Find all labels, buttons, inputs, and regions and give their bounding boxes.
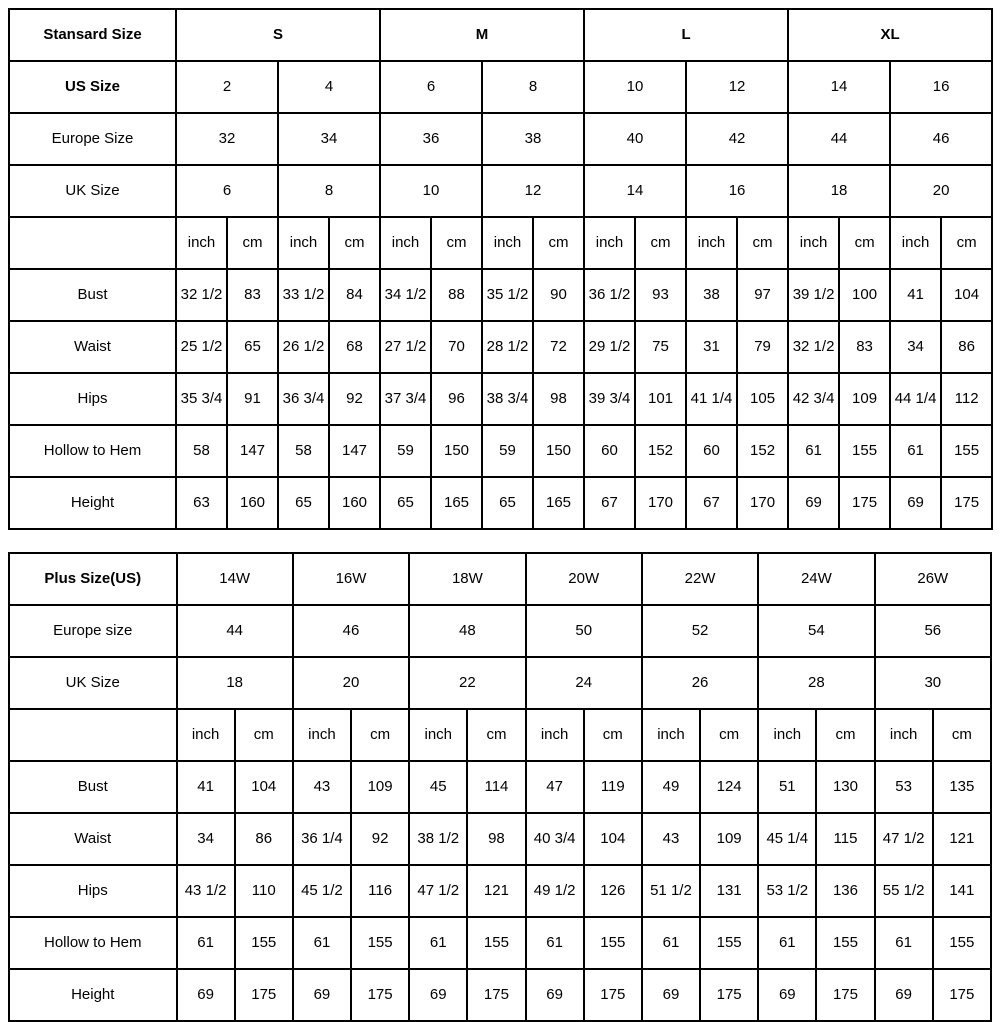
plus-height-v13: 175 <box>933 969 991 1021</box>
waist-v2: 26 1/2 <box>278 321 329 373</box>
hollow-v5: 150 <box>431 425 482 477</box>
bust-v13: 100 <box>839 269 890 321</box>
plus-europe-2: 48 <box>409 605 525 657</box>
hips-v15: 112 <box>941 373 992 425</box>
row-label-us-size: US Size <box>9 61 176 113</box>
row-label-hips: Hips <box>9 373 176 425</box>
plus-row-label-uk-size: UK Size <box>9 657 177 709</box>
plus-hips-v3: 116 <box>351 865 409 917</box>
plus-uk-5: 28 <box>758 657 874 709</box>
plus-hips-v11: 136 <box>816 865 874 917</box>
table-row-hips <box>9 373 992 425</box>
table-separator <box>8 530 992 552</box>
bust-v3: 84 <box>329 269 380 321</box>
plus-uk-6: 30 <box>875 657 991 709</box>
plus-hips-v6: 49 1/2 <box>526 865 584 917</box>
waist-v13: 83 <box>839 321 890 373</box>
plus-table-row-height <box>9 969 991 1021</box>
hollow-v4: 59 <box>380 425 431 477</box>
plus-hips-v13: 141 <box>933 865 991 917</box>
height-v5: 165 <box>431 477 482 529</box>
plus-hollow-v13: 155 <box>933 917 991 969</box>
plus-hips-v4: 47 1/2 <box>409 865 467 917</box>
plus-hips-v10: 53 1/2 <box>758 865 816 917</box>
plus-row-label-waist: Waist <box>9 813 177 865</box>
plus-hollow-v8: 61 <box>642 917 700 969</box>
unit-inch-3: inch <box>482 217 533 269</box>
unit-cm-3: cm <box>533 217 584 269</box>
plus-bust-v4: 45 <box>409 761 467 813</box>
height-v6: 65 <box>482 477 533 529</box>
bust-v2: 33 1/2 <box>278 269 329 321</box>
plus-unit-cm-3: cm <box>584 709 642 761</box>
plus-waist-v11: 115 <box>816 813 874 865</box>
plus-size-table <box>8 552 992 1022</box>
hollow-v15: 155 <box>941 425 992 477</box>
unit-cm-6: cm <box>839 217 890 269</box>
hollow-v6: 59 <box>482 425 533 477</box>
unit-cm-2: cm <box>431 217 482 269</box>
uk-size-6: 18 <box>788 165 890 217</box>
plus-hollow-v2: 61 <box>293 917 351 969</box>
us-size-10: 10 <box>584 61 686 113</box>
hollow-v10: 60 <box>686 425 737 477</box>
plus-hollow-v5: 155 <box>467 917 525 969</box>
plus-bust-v6: 47 <box>526 761 584 813</box>
plus-row-label-bust: Bust <box>9 761 177 813</box>
height-v10: 67 <box>686 477 737 529</box>
uk-size-2: 10 <box>380 165 482 217</box>
plus-bust-v11: 130 <box>816 761 874 813</box>
plus-bust-v7: 119 <box>584 761 642 813</box>
row-label-height: Height <box>9 477 176 529</box>
bust-v8: 36 1/2 <box>584 269 635 321</box>
waist-v7: 72 <box>533 321 584 373</box>
plus-bust-v13: 135 <box>933 761 991 813</box>
height-v2: 65 <box>278 477 329 529</box>
plus-hollow-v12: 61 <box>875 917 933 969</box>
plus-waist-v13: 121 <box>933 813 991 865</box>
plus-height-v1: 175 <box>235 969 293 1021</box>
waist-v1: 65 <box>227 321 278 373</box>
plus-bust-v5: 114 <box>467 761 525 813</box>
plus-table-row-hollow-to-hem <box>9 917 991 969</box>
plus-waist-v5: 98 <box>467 813 525 865</box>
plus-waist-v1: 86 <box>235 813 293 865</box>
plus-bust-v3: 109 <box>351 761 409 813</box>
plus-size-18w: 18W <box>409 553 525 605</box>
us-size-14: 14 <box>788 61 890 113</box>
height-v7: 165 <box>533 477 584 529</box>
row-label-bust: Bust <box>9 269 176 321</box>
height-v11: 170 <box>737 477 788 529</box>
hips-v7: 98 <box>533 373 584 425</box>
hips-v4: 37 3/4 <box>380 373 431 425</box>
table-row-uk-size <box>9 165 992 217</box>
plus-row-label-height: Height <box>9 969 177 1021</box>
height-v1: 160 <box>227 477 278 529</box>
plus-unit-inch-1: inch <box>293 709 351 761</box>
bust-v15: 104 <box>941 269 992 321</box>
europe-size-3: 38 <box>482 113 584 165</box>
europe-size-0: 32 <box>176 113 278 165</box>
us-size-12: 12 <box>686 61 788 113</box>
plus-waist-v9: 109 <box>700 813 758 865</box>
hips-v11: 105 <box>737 373 788 425</box>
hollow-v0: 58 <box>176 425 227 477</box>
plus-hollow-v1: 155 <box>235 917 293 969</box>
plus-height-v11: 175 <box>816 969 874 1021</box>
waist-v3: 68 <box>329 321 380 373</box>
plus-waist-v2: 36 1/4 <box>293 813 351 865</box>
plus-hollow-v9: 155 <box>700 917 758 969</box>
plus-row-label-hips: Hips <box>9 865 177 917</box>
hollow-v14: 61 <box>890 425 941 477</box>
height-v9: 170 <box>635 477 686 529</box>
waist-v0: 25 1/2 <box>176 321 227 373</box>
plus-europe-5: 54 <box>758 605 874 657</box>
us-size-6: 6 <box>380 61 482 113</box>
plus-europe-6: 56 <box>875 605 991 657</box>
plus-waist-v7: 104 <box>584 813 642 865</box>
plus-waist-v12: 47 1/2 <box>875 813 933 865</box>
plus-waist-v6: 40 3/4 <box>526 813 584 865</box>
plus-unit-cm-6: cm <box>933 709 991 761</box>
plus-uk-2: 22 <box>409 657 525 709</box>
plus-height-v6: 69 <box>526 969 584 1021</box>
us-size-16: 16 <box>890 61 992 113</box>
europe-size-4: 40 <box>584 113 686 165</box>
plus-unit-cm-0: cm <box>235 709 293 761</box>
unit-inch-5: inch <box>686 217 737 269</box>
hips-v3: 92 <box>329 373 380 425</box>
plus-table-row-europe-size <box>9 605 991 657</box>
hollow-v13: 155 <box>839 425 890 477</box>
plus-bust-v9: 124 <box>700 761 758 813</box>
plus-hips-v9: 131 <box>700 865 758 917</box>
table-row-us-size <box>9 61 992 113</box>
hips-v13: 109 <box>839 373 890 425</box>
plus-size-26w: 26W <box>875 553 991 605</box>
plus-size-16w: 16W <box>293 553 409 605</box>
plus-hips-v5: 121 <box>467 865 525 917</box>
europe-size-7: 46 <box>890 113 992 165</box>
waist-v14: 34 <box>890 321 941 373</box>
plus-table-row-bust <box>9 761 991 813</box>
plus-table-row-units <box>9 709 991 761</box>
plus-height-v0: 69 <box>177 969 235 1021</box>
plus-height-v2: 69 <box>293 969 351 1021</box>
plus-hollow-v6: 61 <box>526 917 584 969</box>
plus-bust-v0: 41 <box>177 761 235 813</box>
plus-size-22w: 22W <box>642 553 758 605</box>
height-v3: 160 <box>329 477 380 529</box>
waist-v11: 79 <box>737 321 788 373</box>
plus-table-row-header <box>9 553 991 605</box>
standard-size-table <box>8 8 993 530</box>
unit-cm-5: cm <box>737 217 788 269</box>
plus-row-label-hollow-to-hem: Hollow to Hem <box>9 917 177 969</box>
height-v13: 175 <box>839 477 890 529</box>
height-v15: 175 <box>941 477 992 529</box>
table-row-europe-size <box>9 113 992 165</box>
bust-v5: 88 <box>431 269 482 321</box>
unit-cm-7: cm <box>941 217 992 269</box>
plus-unit-cm-2: cm <box>467 709 525 761</box>
plus-hips-v1: 110 <box>235 865 293 917</box>
plus-unit-cm-1: cm <box>351 709 409 761</box>
plus-europe-0: 44 <box>177 605 293 657</box>
waist-v5: 70 <box>431 321 482 373</box>
height-v8: 67 <box>584 477 635 529</box>
unit-cm-4: cm <box>635 217 686 269</box>
unit-cm-0: cm <box>227 217 278 269</box>
unit-inch-2: inch <box>380 217 431 269</box>
plus-bust-v1: 104 <box>235 761 293 813</box>
plus-size-24w: 24W <box>758 553 874 605</box>
height-v12: 69 <box>788 477 839 529</box>
plus-unit-inch-4: inch <box>642 709 700 761</box>
hollow-v11: 152 <box>737 425 788 477</box>
size-group-s: S <box>176 9 380 61</box>
unit-cm-1: cm <box>329 217 380 269</box>
hollow-v1: 147 <box>227 425 278 477</box>
hips-v5: 96 <box>431 373 482 425</box>
unit-inch-0: inch <box>176 217 227 269</box>
plus-hollow-v7: 155 <box>584 917 642 969</box>
bust-v14: 41 <box>890 269 941 321</box>
height-v14: 69 <box>890 477 941 529</box>
hollow-v12: 61 <box>788 425 839 477</box>
plus-table-row-waist <box>9 813 991 865</box>
plus-waist-v4: 38 1/2 <box>409 813 467 865</box>
row-label-europe-size: Europe Size <box>9 113 176 165</box>
plus-uk-3: 24 <box>526 657 642 709</box>
table-row-waist <box>9 321 992 373</box>
plus-bust-v10: 51 <box>758 761 816 813</box>
plus-bust-v8: 49 <box>642 761 700 813</box>
us-size-2: 2 <box>176 61 278 113</box>
plus-unit-cm-5: cm <box>816 709 874 761</box>
plus-height-v4: 69 <box>409 969 467 1021</box>
unit-inch-1: inch <box>278 217 329 269</box>
plus-hollow-v0: 61 <box>177 917 235 969</box>
uk-size-0: 6 <box>176 165 278 217</box>
plus-uk-1: 20 <box>293 657 409 709</box>
plus-hips-v0: 43 1/2 <box>177 865 235 917</box>
plus-unit-inch-3: inch <box>526 709 584 761</box>
plus-unit-cm-4: cm <box>700 709 758 761</box>
waist-v8: 29 1/2 <box>584 321 635 373</box>
plus-size-20w: 20W <box>526 553 642 605</box>
plus-height-v12: 69 <box>875 969 933 1021</box>
unit-inch-4: inch <box>584 217 635 269</box>
plus-unit-inch-5: inch <box>758 709 816 761</box>
hollow-v8: 60 <box>584 425 635 477</box>
us-size-8: 8 <box>482 61 584 113</box>
size-group-xl: XL <box>788 9 992 61</box>
hips-v6: 38 3/4 <box>482 373 533 425</box>
plus-hips-v2: 45 1/2 <box>293 865 351 917</box>
plus-hollow-v3: 155 <box>351 917 409 969</box>
unit-inch-6: inch <box>788 217 839 269</box>
table-row-header <box>9 9 992 61</box>
hollow-v3: 147 <box>329 425 380 477</box>
bust-v1: 83 <box>227 269 278 321</box>
plus-hollow-v4: 61 <box>409 917 467 969</box>
uk-size-5: 16 <box>686 165 788 217</box>
plus-waist-v3: 92 <box>351 813 409 865</box>
plus-height-v7: 175 <box>584 969 642 1021</box>
europe-size-6: 44 <box>788 113 890 165</box>
bust-v6: 35 1/2 <box>482 269 533 321</box>
height-v0: 63 <box>176 477 227 529</box>
plus-height-v3: 175 <box>351 969 409 1021</box>
hips-v0: 35 3/4 <box>176 373 227 425</box>
waist-v10: 31 <box>686 321 737 373</box>
plus-hollow-v11: 155 <box>816 917 874 969</box>
plus-unit-inch-2: inch <box>409 709 467 761</box>
bust-v7: 90 <box>533 269 584 321</box>
row-label-hollow-to-hem: Hollow to Hem <box>9 425 176 477</box>
unit-inch-7: inch <box>890 217 941 269</box>
plus-unit-inch-6: inch <box>875 709 933 761</box>
plus-bust-v2: 43 <box>293 761 351 813</box>
uk-size-3: 12 <box>482 165 584 217</box>
europe-size-2: 36 <box>380 113 482 165</box>
plus-waist-v10: 45 1/4 <box>758 813 816 865</box>
plus-hollow-v10: 61 <box>758 917 816 969</box>
europe-size-1: 34 <box>278 113 380 165</box>
bust-v10: 38 <box>686 269 737 321</box>
europe-size-5: 42 <box>686 113 788 165</box>
plus-height-v10: 69 <box>758 969 816 1021</box>
row-label-waist: Waist <box>9 321 176 373</box>
plus-height-v5: 175 <box>467 969 525 1021</box>
hollow-v2: 58 <box>278 425 329 477</box>
size-group-m: M <box>380 9 584 61</box>
plus-bust-v12: 53 <box>875 761 933 813</box>
plus-unit-row-label <box>9 709 177 761</box>
table-row-units <box>9 217 992 269</box>
standard-size-header-label: Stansard Size <box>9 9 176 61</box>
us-size-4: 4 <box>278 61 380 113</box>
plus-uk-4: 26 <box>642 657 758 709</box>
plus-row-label-europe-size: Europe size <box>9 605 177 657</box>
hips-v8: 39 3/4 <box>584 373 635 425</box>
bust-v9: 93 <box>635 269 686 321</box>
table-row-height <box>9 477 992 529</box>
waist-v9: 75 <box>635 321 686 373</box>
plus-europe-1: 46 <box>293 605 409 657</box>
hollow-v7: 150 <box>533 425 584 477</box>
hollow-v9: 152 <box>635 425 686 477</box>
plus-hips-v12: 55 1/2 <box>875 865 933 917</box>
hips-v2: 36 3/4 <box>278 373 329 425</box>
plus-size-header-label: Plus Size(US) <box>9 553 177 605</box>
plus-hips-v7: 126 <box>584 865 642 917</box>
plus-table-row-hips <box>9 865 991 917</box>
plus-europe-4: 52 <box>642 605 758 657</box>
waist-v15: 86 <box>941 321 992 373</box>
uk-size-4: 14 <box>584 165 686 217</box>
bust-v0: 32 1/2 <box>176 269 227 321</box>
bust-v4: 34 1/2 <box>380 269 431 321</box>
unit-row-label <box>9 217 176 269</box>
plus-table-row-uk-size <box>9 657 991 709</box>
uk-size-7: 20 <box>890 165 992 217</box>
waist-v4: 27 1/2 <box>380 321 431 373</box>
hips-v9: 101 <box>635 373 686 425</box>
bust-v11: 97 <box>737 269 788 321</box>
row-label-uk-size: UK Size <box>9 165 176 217</box>
plus-height-v8: 69 <box>642 969 700 1021</box>
plus-height-v9: 175 <box>700 969 758 1021</box>
plus-size-14w: 14W <box>177 553 293 605</box>
bust-v12: 39 1/2 <box>788 269 839 321</box>
plus-waist-v8: 43 <box>642 813 700 865</box>
hips-v14: 44 1/4 <box>890 373 941 425</box>
plus-unit-inch-0: inch <box>177 709 235 761</box>
waist-v12: 32 1/2 <box>788 321 839 373</box>
hips-v12: 42 3/4 <box>788 373 839 425</box>
plus-waist-v0: 34 <box>177 813 235 865</box>
plus-uk-0: 18 <box>177 657 293 709</box>
hips-v1: 91 <box>227 373 278 425</box>
plus-hips-v8: 51 1/2 <box>642 865 700 917</box>
hips-v10: 41 1/4 <box>686 373 737 425</box>
size-group-l: L <box>584 9 788 61</box>
table-row-bust <box>9 269 992 321</box>
uk-size-1: 8 <box>278 165 380 217</box>
table-row-hollow-to-hem <box>9 425 992 477</box>
plus-europe-3: 50 <box>526 605 642 657</box>
height-v4: 65 <box>380 477 431 529</box>
waist-v6: 28 1/2 <box>482 321 533 373</box>
